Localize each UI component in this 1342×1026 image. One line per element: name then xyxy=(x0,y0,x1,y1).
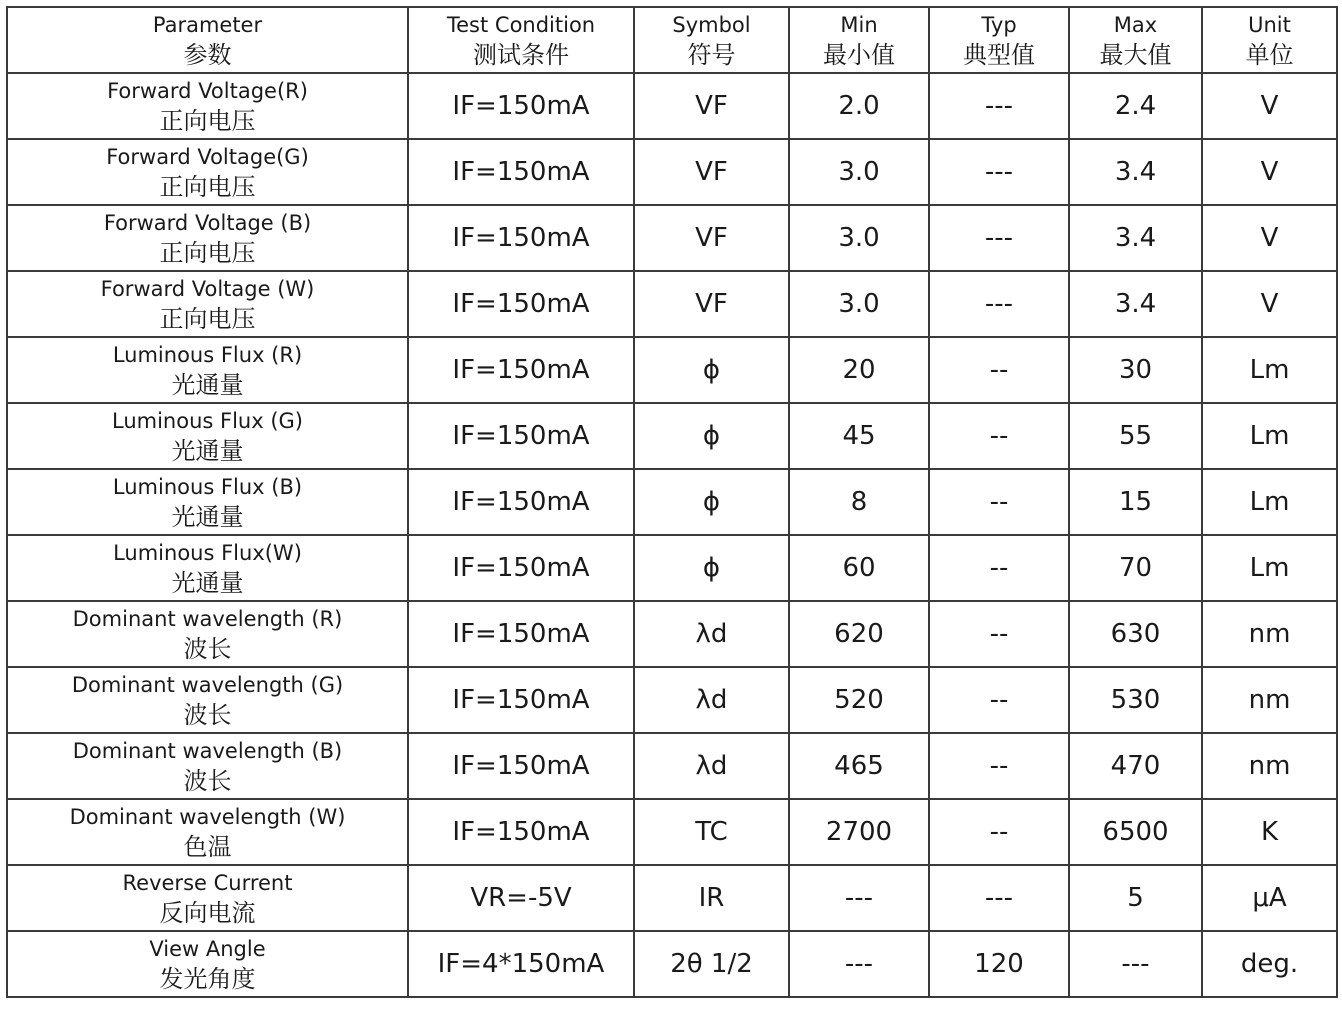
table-row xyxy=(7,601,1337,667)
table-row xyxy=(7,865,1337,931)
unit-value: V xyxy=(1260,289,1279,319)
min-cell xyxy=(789,73,929,139)
header-parameter xyxy=(7,7,408,73)
max-cell xyxy=(1069,667,1202,733)
parameter-name-zh: 正向电压 xyxy=(159,238,256,267)
parameter-name-en: View Angle xyxy=(149,936,266,961)
max-cell xyxy=(1069,931,1202,997)
test-condition-cell xyxy=(408,733,634,799)
min-cell xyxy=(789,535,929,601)
test-condition-cell xyxy=(408,799,634,865)
parameter-name-en: Forward Voltage(G) xyxy=(106,144,309,169)
parameter-name-en: Forward Voltage (B) xyxy=(103,210,312,235)
symbol-value: 2θ 1/2 xyxy=(670,949,753,979)
header-typ xyxy=(929,7,1069,73)
max-cell xyxy=(1069,139,1202,205)
unit-value: Lm xyxy=(1249,487,1290,517)
typ-cell xyxy=(929,535,1069,601)
min-cell xyxy=(789,931,929,997)
max-value: 70 xyxy=(1118,553,1153,583)
header-label-zh: 符号 xyxy=(687,40,736,69)
header-label-zh: 最小值 xyxy=(823,40,895,69)
symbol-value: λd xyxy=(695,685,728,715)
test-condition-value: IF=150mA xyxy=(452,421,590,451)
parameter-cell xyxy=(7,403,408,469)
unit-value: V xyxy=(1260,91,1279,121)
parameter-name-zh: 波长 xyxy=(183,700,232,729)
test-condition-cell xyxy=(408,535,634,601)
test-condition-value: IF=150mA xyxy=(452,685,590,715)
typ-value: --- xyxy=(984,91,1014,121)
parameter-name-en: Dominant wavelength (W) xyxy=(69,804,346,829)
max-cell xyxy=(1069,601,1202,667)
parameter-name-zh: 光通量 xyxy=(171,370,244,399)
symbol-value: IR xyxy=(698,883,725,913)
unit-cell xyxy=(1202,667,1337,733)
max-cell xyxy=(1069,865,1202,931)
min-value: 2.0 xyxy=(838,91,880,121)
symbol-value: ϕ xyxy=(702,487,721,517)
symbol-value: ϕ xyxy=(702,421,721,451)
table-row xyxy=(7,271,1337,337)
unit-cell xyxy=(1202,733,1337,799)
parameter-cell xyxy=(7,469,408,535)
min-cell xyxy=(789,205,929,271)
test-condition-cell xyxy=(408,337,634,403)
max-cell xyxy=(1069,469,1202,535)
symbol-cell xyxy=(634,601,789,667)
header-label-en: Typ xyxy=(981,12,1017,37)
typ-cell xyxy=(929,337,1069,403)
parameter-cell xyxy=(7,931,408,997)
typ-cell xyxy=(929,73,1069,139)
max-value: 3.4 xyxy=(1114,157,1157,187)
table-row xyxy=(7,799,1337,865)
typ-value: -- xyxy=(989,685,1009,715)
table-row xyxy=(7,73,1337,139)
max-value: 15 xyxy=(1118,487,1153,517)
min-cell xyxy=(789,601,929,667)
unit-cell xyxy=(1202,601,1337,667)
test-condition-cell xyxy=(408,139,634,205)
header-unit xyxy=(1202,7,1337,73)
max-value: 30 xyxy=(1118,355,1153,385)
max-cell xyxy=(1069,733,1202,799)
parameter-name-en: Reverse Current xyxy=(122,870,293,895)
max-value: 6500 xyxy=(1102,817,1169,847)
max-cell xyxy=(1069,403,1202,469)
unit-cell xyxy=(1202,271,1337,337)
header-label-en: Symbol xyxy=(672,12,751,37)
unit-cell xyxy=(1202,535,1337,601)
parameter-name-zh: 发光角度 xyxy=(159,964,256,993)
parameter-cell xyxy=(7,799,408,865)
parameter-name-zh: 反向电流 xyxy=(159,898,256,927)
header-test-condition xyxy=(408,7,634,73)
min-cell xyxy=(789,733,929,799)
parameter-cell xyxy=(7,601,408,667)
symbol-cell xyxy=(634,139,789,205)
symbol-cell xyxy=(634,469,789,535)
symbol-cell xyxy=(634,205,789,271)
symbol-value: VF xyxy=(695,157,728,187)
table-row xyxy=(7,535,1337,601)
parameter-name-en: Luminous Flux(W) xyxy=(113,540,302,565)
symbol-cell xyxy=(634,73,789,139)
unit-cell xyxy=(1202,799,1337,865)
max-value: 470 xyxy=(1110,751,1161,781)
parameter-cell xyxy=(7,73,408,139)
table-row xyxy=(7,139,1337,205)
parameter-name-zh: 正向电压 xyxy=(159,304,256,333)
test-condition-cell xyxy=(408,601,634,667)
symbol-cell xyxy=(634,865,789,931)
typ-value: -- xyxy=(989,487,1009,517)
min-value: 2700 xyxy=(825,817,893,847)
test-condition-value: IF=4*150mA xyxy=(437,949,605,979)
test-condition-value: IF=150mA xyxy=(452,487,590,517)
header-label-zh: 参数 xyxy=(183,40,232,69)
parameter-name-en: Forward Voltage(R) xyxy=(107,78,308,103)
min-cell xyxy=(789,403,929,469)
max-value: 55 xyxy=(1118,421,1153,451)
parameter-name-en: Dominant wavelength (R) xyxy=(72,606,343,631)
typ-value: --- xyxy=(984,223,1014,253)
unit-value: V xyxy=(1260,157,1279,187)
symbol-cell xyxy=(634,337,789,403)
header-label-zh: 测试条件 xyxy=(473,40,569,69)
unit-cell xyxy=(1202,337,1337,403)
test-condition-value: IF=150mA xyxy=(452,223,590,253)
parameter-name-en: Luminous Flux (B) xyxy=(112,474,303,499)
parameter-cell xyxy=(7,205,408,271)
unit-value: Lm xyxy=(1249,421,1290,451)
unit-cell xyxy=(1202,469,1337,535)
parameter-name-en: Forward Voltage (W) xyxy=(100,276,315,301)
header-label-zh: 单位 xyxy=(1245,40,1294,69)
min-cell xyxy=(789,139,929,205)
header-label-en: Unit xyxy=(1248,12,1291,37)
symbol-cell xyxy=(634,931,789,997)
parameter-name-en: Luminous Flux (R) xyxy=(112,342,303,367)
max-cell xyxy=(1069,271,1202,337)
typ-value: --- xyxy=(984,289,1014,319)
max-value: 3.4 xyxy=(1114,223,1157,253)
parameter-cell xyxy=(7,865,408,931)
typ-cell xyxy=(929,865,1069,931)
test-condition-cell xyxy=(408,403,634,469)
unit-cell xyxy=(1202,205,1337,271)
typ-cell xyxy=(929,931,1069,997)
symbol-cell xyxy=(634,535,789,601)
test-condition-value: VR=-5V xyxy=(470,883,572,913)
min-value: --- xyxy=(844,949,874,979)
table-row xyxy=(7,469,1337,535)
test-condition-value: IF=150mA xyxy=(452,619,590,649)
electrical-characteristics-table xyxy=(6,6,1338,998)
test-condition-cell xyxy=(408,271,634,337)
test-condition-value: IF=150mA xyxy=(452,553,590,583)
table-row xyxy=(7,733,1337,799)
parameter-cell xyxy=(7,271,408,337)
min-value: 3.0 xyxy=(838,223,880,253)
symbol-value: VF xyxy=(695,289,728,319)
typ-value: 120 xyxy=(974,949,1024,979)
typ-value: --- xyxy=(984,883,1014,913)
parameter-name-en: Dominant wavelength (B) xyxy=(72,738,343,763)
header-label-en: Min xyxy=(840,12,878,37)
header-label-zh: 最大值 xyxy=(1099,40,1172,69)
test-condition-value: IF=150mA xyxy=(452,751,590,781)
parameter-cell xyxy=(7,733,408,799)
min-value: --- xyxy=(844,883,874,913)
parameter-cell xyxy=(7,535,408,601)
unit-cell xyxy=(1202,931,1337,997)
max-cell xyxy=(1069,799,1202,865)
typ-value: -- xyxy=(989,355,1009,385)
typ-cell xyxy=(929,601,1069,667)
parameter-name-en: Dominant wavelength (G) xyxy=(71,672,344,697)
typ-cell xyxy=(929,403,1069,469)
parameter-name-zh: 正向电压 xyxy=(159,106,256,135)
unit-value: V xyxy=(1260,223,1279,253)
header-label-en: Max xyxy=(1113,12,1158,37)
typ-cell xyxy=(929,205,1069,271)
table-row xyxy=(7,667,1337,733)
unit-cell xyxy=(1202,403,1337,469)
min-cell xyxy=(789,799,929,865)
unit-cell xyxy=(1202,73,1337,139)
header-label-zh: 典型值 xyxy=(963,40,1035,69)
unit-value: Lm xyxy=(1249,355,1290,385)
table-row xyxy=(7,205,1337,271)
parameter-cell xyxy=(7,139,408,205)
typ-value: -- xyxy=(989,817,1009,847)
test-condition-value: IF=150mA xyxy=(452,355,590,385)
test-condition-value: IF=150mA xyxy=(452,91,590,121)
typ-cell xyxy=(929,139,1069,205)
max-value: 2.4 xyxy=(1114,91,1157,121)
parameter-name-en: Luminous Flux (G) xyxy=(112,408,303,433)
parameter-name-zh: 光通量 xyxy=(171,502,244,531)
symbol-cell xyxy=(634,733,789,799)
header-label-en: Test Condition xyxy=(446,12,596,37)
unit-value: nm xyxy=(1248,619,1291,649)
typ-cell xyxy=(929,799,1069,865)
typ-cell xyxy=(929,271,1069,337)
min-cell xyxy=(789,469,929,535)
max-cell xyxy=(1069,337,1202,403)
unit-value: deg. xyxy=(1240,949,1299,979)
header-row xyxy=(7,7,1337,73)
header-label-en: Parameter xyxy=(152,12,263,37)
parameter-cell xyxy=(7,667,408,733)
min-cell xyxy=(789,667,929,733)
test-condition-value: IF=150mA xyxy=(452,289,590,319)
max-value: 5 xyxy=(1127,883,1144,913)
symbol-value: TC xyxy=(695,817,728,847)
table-row xyxy=(7,403,1337,469)
min-value: 3.0 xyxy=(838,157,880,187)
min-cell xyxy=(789,271,929,337)
unit-value: Lm xyxy=(1249,553,1290,583)
parameter-name-zh: 色温 xyxy=(183,832,232,861)
parameter-name-zh: 光通量 xyxy=(171,568,244,597)
max-cell xyxy=(1069,73,1202,139)
test-condition-value: IF=150mA xyxy=(452,157,590,187)
min-value: 3.0 xyxy=(838,289,880,319)
min-value: 465 xyxy=(834,751,884,781)
unit-value: μA xyxy=(1252,883,1287,913)
typ-value: -- xyxy=(989,421,1009,451)
min-cell xyxy=(789,865,929,931)
test-condition-cell xyxy=(408,667,634,733)
table-body xyxy=(7,73,1337,997)
unit-cell xyxy=(1202,139,1337,205)
min-value: 520 xyxy=(834,685,884,715)
table-row xyxy=(7,931,1337,997)
symbol-cell xyxy=(634,403,789,469)
test-condition-value: IF=150mA xyxy=(452,817,590,847)
test-condition-cell xyxy=(408,931,634,997)
max-cell xyxy=(1069,535,1202,601)
test-condition-cell xyxy=(408,205,634,271)
unit-value: nm xyxy=(1248,685,1291,715)
min-value: 620 xyxy=(834,619,884,649)
parameter-name-zh: 光通量 xyxy=(171,436,244,465)
parameter-cell xyxy=(7,337,408,403)
symbol-value: ϕ xyxy=(702,553,721,583)
typ-cell xyxy=(929,733,1069,799)
unit-value: nm xyxy=(1248,751,1291,781)
typ-value: -- xyxy=(989,619,1009,649)
symbol-value: λd xyxy=(695,619,728,649)
typ-value: -- xyxy=(989,553,1009,583)
symbol-value: λd xyxy=(695,751,728,781)
typ-cell xyxy=(929,667,1069,733)
max-value: --- xyxy=(1121,949,1150,979)
min-value: 60 xyxy=(842,553,876,583)
min-value: 8 xyxy=(850,487,868,517)
max-value: 630 xyxy=(1110,619,1161,649)
max-cell xyxy=(1069,205,1202,271)
symbol-value: ϕ xyxy=(702,355,721,385)
symbol-cell xyxy=(634,799,789,865)
header-symbol xyxy=(634,7,789,73)
typ-value: -- xyxy=(989,751,1009,781)
test-condition-cell xyxy=(408,73,634,139)
symbol-cell xyxy=(634,271,789,337)
symbol-value: VF xyxy=(695,91,728,121)
table-row xyxy=(7,337,1337,403)
parameter-name-zh: 波长 xyxy=(183,766,232,795)
max-value: 530 xyxy=(1110,685,1161,715)
typ-cell xyxy=(929,469,1069,535)
unit-value: K xyxy=(1260,817,1279,847)
min-value: 45 xyxy=(842,421,876,451)
table-header xyxy=(7,7,1337,73)
test-condition-cell xyxy=(408,865,634,931)
header-min xyxy=(789,7,929,73)
unit-cell xyxy=(1202,865,1337,931)
symbol-cell xyxy=(634,667,789,733)
parameter-name-zh: 波长 xyxy=(183,634,232,663)
typ-value: --- xyxy=(984,157,1014,187)
symbol-value: VF xyxy=(695,223,728,253)
test-condition-cell xyxy=(408,469,634,535)
parameter-name-zh: 正向电压 xyxy=(159,172,256,201)
min-value: 20 xyxy=(842,355,876,385)
max-value: 3.4 xyxy=(1114,289,1157,319)
header-max xyxy=(1069,7,1202,73)
min-cell xyxy=(789,337,929,403)
